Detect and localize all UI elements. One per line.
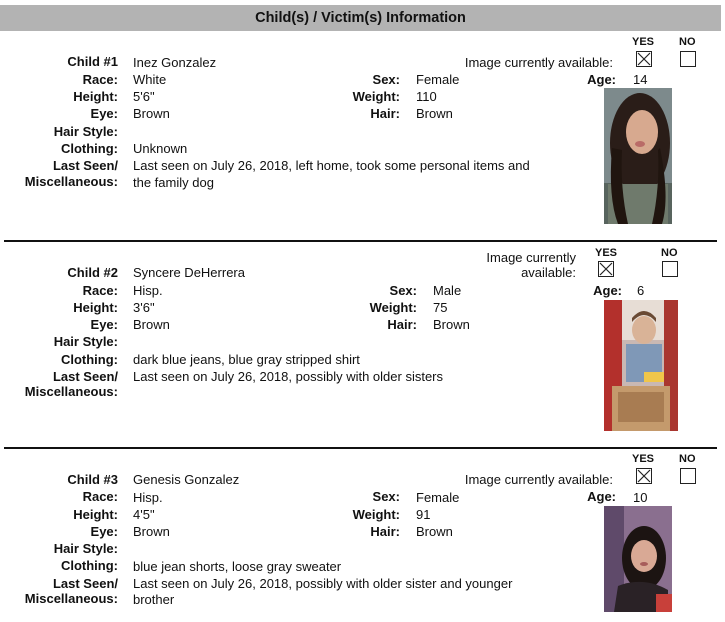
- clothing-value: Unknown: [133, 141, 188, 156]
- image-available-label-line2: available:: [521, 265, 576, 280]
- image-available-label: Image currently available:: [464, 472, 613, 487]
- hair-label: Hair:: [370, 106, 400, 121]
- eye-value: Brown: [133, 106, 170, 121]
- image-available-label: Image currently available:: [464, 55, 613, 70]
- eye-label: Eye:: [90, 524, 118, 539]
- sex-value: Female: [416, 490, 460, 505]
- section-divider: [4, 447, 717, 449]
- race-value: Hisp.: [133, 490, 163, 505]
- sex-label: Sex:: [372, 489, 400, 504]
- race-value: Hisp.: [133, 283, 163, 298]
- child-label: Child #3: [67, 472, 118, 487]
- weight-label: Weight:: [352, 89, 400, 104]
- weight-value: 75: [433, 300, 448, 315]
- child-name: Genesis Gonzalez: [133, 472, 240, 487]
- child-photo: [604, 506, 672, 612]
- eye-value: Brown: [133, 524, 170, 539]
- last-seen-value-line1: Last seen on July 26, 2018, possibly with older sister and younger: [133, 576, 513, 591]
- section-header: Child(s) / Victim(s) Information: [0, 5, 721, 31]
- hair-style-label: Hair Style:: [53, 334, 118, 349]
- eye-label: Eye:: [90, 106, 118, 121]
- sex-label: Sex:: [389, 283, 417, 298]
- hair-label: Hair:: [387, 317, 417, 332]
- age-value: 14: [633, 72, 648, 87]
- race-label: Race:: [82, 489, 118, 504]
- image-no-checkbox[interactable]: [680, 51, 696, 67]
- child-name: Syncere DeHerrera: [133, 265, 245, 280]
- miscellaneous-label: Miscellaneous:: [24, 174, 118, 189]
- hair-label: Hair:: [370, 524, 400, 539]
- height-value: 5'6": [133, 89, 155, 104]
- height-label: Height:: [73, 89, 118, 104]
- hair-value: Brown: [433, 317, 470, 332]
- last-seen-label: Last Seen/: [52, 369, 118, 384]
- last-seen-value-line1: Last seen on July 26, 2018, possibly with older sisters: [133, 369, 444, 384]
- sex-value: Female: [416, 72, 460, 87]
- yes-label: YES: [595, 247, 618, 259]
- child-photo: [604, 88, 672, 224]
- last-seen-value-line2: the family dog: [133, 175, 214, 190]
- no-label: NO: [661, 247, 678, 259]
- eye-value: Brown: [133, 317, 170, 332]
- last-seen-label: Last Seen/: [52, 158, 118, 173]
- no-label: NO: [679, 453, 696, 465]
- image-yes-checkbox[interactable]: [636, 51, 652, 67]
- weight-label: Weight:: [352, 507, 400, 522]
- image-no-checkbox[interactable]: [680, 468, 696, 484]
- height-value: 3'6": [133, 300, 155, 315]
- clothing-label: Clothing:: [60, 352, 118, 367]
- yes-label: YES: [632, 36, 655, 48]
- miscellaneous-label: Miscellaneous:: [24, 591, 118, 606]
- section-divider: [4, 240, 717, 242]
- last-seen-value-line1: Last seen on July 26, 2018, left home, took some personal items and: [133, 158, 530, 173]
- clothing-label: Clothing:: [60, 141, 118, 156]
- image-available-label-line1: Image currently: [486, 250, 576, 265]
- image-yes-checkbox[interactable]: [598, 261, 614, 277]
- height-label: Height:: [73, 300, 118, 315]
- race-label: Race:: [82, 72, 118, 87]
- eye-label: Eye:: [90, 317, 118, 332]
- clothing-label: Clothing:: [60, 558, 118, 573]
- no-label: NO: [679, 36, 696, 48]
- checked-x-icon: [637, 469, 651, 483]
- child-photo: [604, 300, 678, 431]
- height-value: 4'5": [133, 507, 155, 522]
- age-label: Age:: [593, 283, 622, 298]
- sex-value: Male: [433, 283, 462, 298]
- race-value: White: [133, 72, 167, 87]
- weight-value: 91: [416, 507, 431, 522]
- hair-value: Brown: [416, 524, 453, 539]
- weight-label: Weight:: [369, 300, 417, 315]
- image-no-checkbox[interactable]: [662, 261, 678, 277]
- child-label: Child #1: [67, 54, 118, 69]
- height-label: Height:: [73, 507, 118, 522]
- last-seen-value-line2: brother: [133, 592, 175, 607]
- hair-style-label: Hair Style:: [53, 541, 118, 556]
- checked-x-icon: [637, 52, 651, 66]
- age-value: 6: [637, 283, 645, 298]
- image-yes-checkbox[interactable]: [636, 468, 652, 484]
- sex-label: Sex:: [372, 72, 400, 87]
- race-label: Race:: [82, 283, 118, 298]
- clothing-value: dark blue jeans, blue gray stripped shirt: [133, 352, 360, 367]
- weight-value: 110: [416, 89, 437, 104]
- clothing-value: blue jean shorts, loose gray sweater: [133, 559, 342, 574]
- yes-label: YES: [632, 453, 655, 465]
- miscellaneous-label: Miscellaneous:: [24, 384, 118, 399]
- hair-style-label: Hair Style:: [53, 124, 118, 139]
- hair-value: Brown: [416, 106, 453, 121]
- checked-x-icon: [599, 262, 613, 276]
- age-label: Age:: [587, 72, 616, 87]
- child-name: Inez Gonzalez: [133, 55, 217, 70]
- child-label: Child #2: [67, 265, 118, 280]
- age-label: Age:: [587, 489, 616, 504]
- age-value: 10: [633, 490, 648, 505]
- last-seen-label: Last Seen/: [52, 576, 118, 591]
